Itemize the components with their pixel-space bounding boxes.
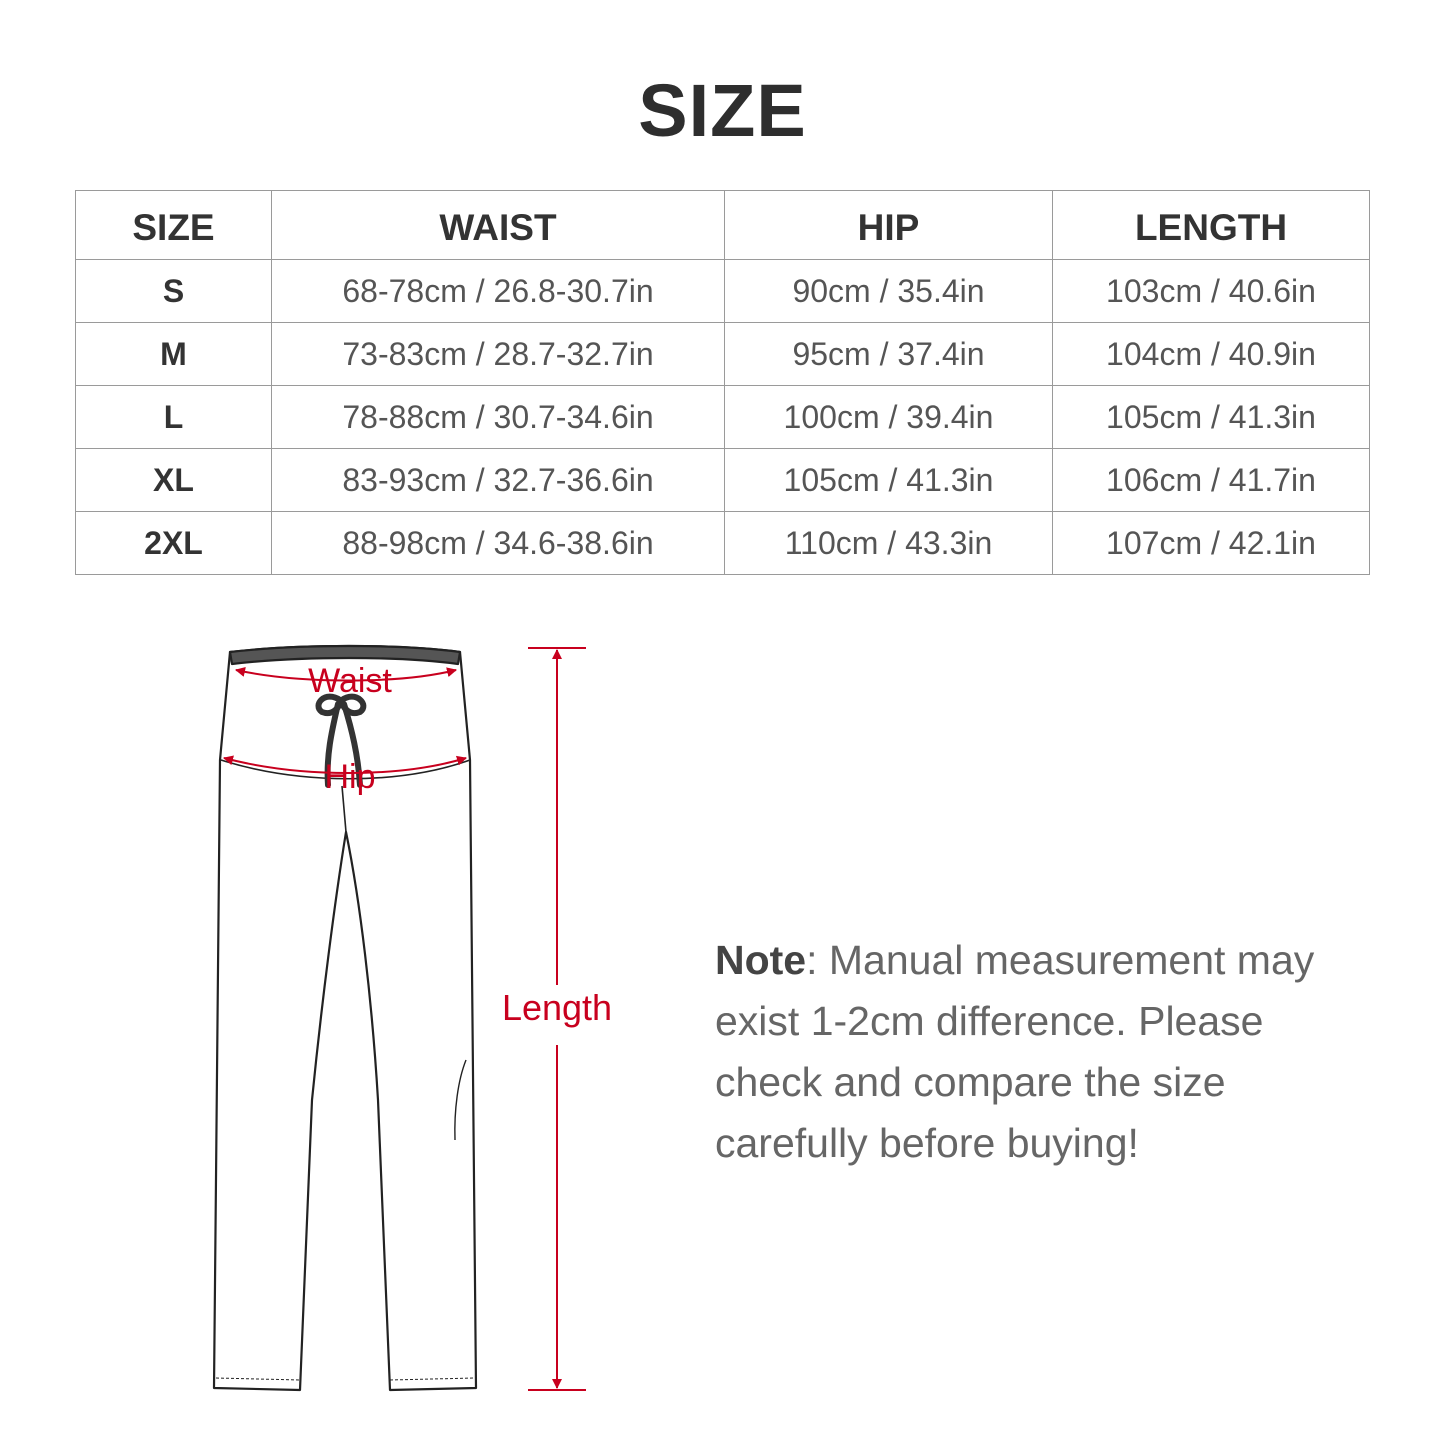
hip-cell: 100cm / 39.4in bbox=[725, 386, 1053, 449]
length-cell: 106cm / 41.7in bbox=[1053, 449, 1370, 512]
size-cell: XL bbox=[76, 449, 272, 512]
size-cell: L bbox=[76, 386, 272, 449]
length-cell: 105cm / 41.3in bbox=[1053, 386, 1370, 449]
waist-cell: 73-83cm / 28.7-32.7in bbox=[272, 323, 725, 386]
table-header-row bbox=[76, 191, 1370, 260]
header-size: SIZE bbox=[76, 191, 272, 260]
table-row bbox=[76, 512, 1370, 575]
hip-label: Hip bbox=[324, 758, 376, 796]
size-chart-table bbox=[75, 190, 1370, 575]
note-text: : Manual measurement may exist 1-2cm difference. Please check and compare the size carefully before buying! bbox=[715, 937, 1315, 1166]
length-cell: 107cm / 42.1in bbox=[1053, 512, 1370, 575]
table-row bbox=[76, 323, 1370, 386]
size-cell: 2XL bbox=[76, 512, 272, 575]
waist-cell: 68-78cm / 26.8-30.7in bbox=[272, 260, 725, 323]
length-label: Length bbox=[501, 987, 613, 1028]
size-cell: S bbox=[76, 260, 272, 323]
table-row bbox=[76, 449, 1370, 512]
size-cell: M bbox=[76, 323, 272, 386]
waist-cell: 78-88cm / 30.7-34.6in bbox=[272, 386, 725, 449]
hip-cell: 105cm / 41.3in bbox=[725, 449, 1053, 512]
length-cell: 103cm / 40.6in bbox=[1053, 260, 1370, 323]
header-hip: HIP bbox=[725, 191, 1053, 260]
waist-label: Waist bbox=[308, 662, 392, 700]
hip-cell: 95cm / 37.4in bbox=[725, 323, 1053, 386]
hip-cell: 110cm / 43.3in bbox=[725, 512, 1053, 575]
waist-cell: 83-93cm / 32.7-36.6in bbox=[272, 449, 725, 512]
page-title: SIZE bbox=[638, 69, 807, 152]
hip-cell: 90cm / 35.4in bbox=[725, 260, 1053, 323]
waist-cell: 88-98cm / 34.6-38.6in bbox=[272, 512, 725, 575]
measurement-note bbox=[715, 930, 1365, 1174]
length-cell: 104cm / 40.9in bbox=[1053, 323, 1370, 386]
table-row bbox=[76, 260, 1370, 323]
pants-measurement-diagram bbox=[0, 600, 700, 1420]
header-waist: WAIST bbox=[272, 191, 725, 260]
table-row bbox=[76, 386, 1370, 449]
header-length: LENGTH bbox=[1053, 191, 1370, 260]
note-label: Note bbox=[715, 937, 807, 983]
